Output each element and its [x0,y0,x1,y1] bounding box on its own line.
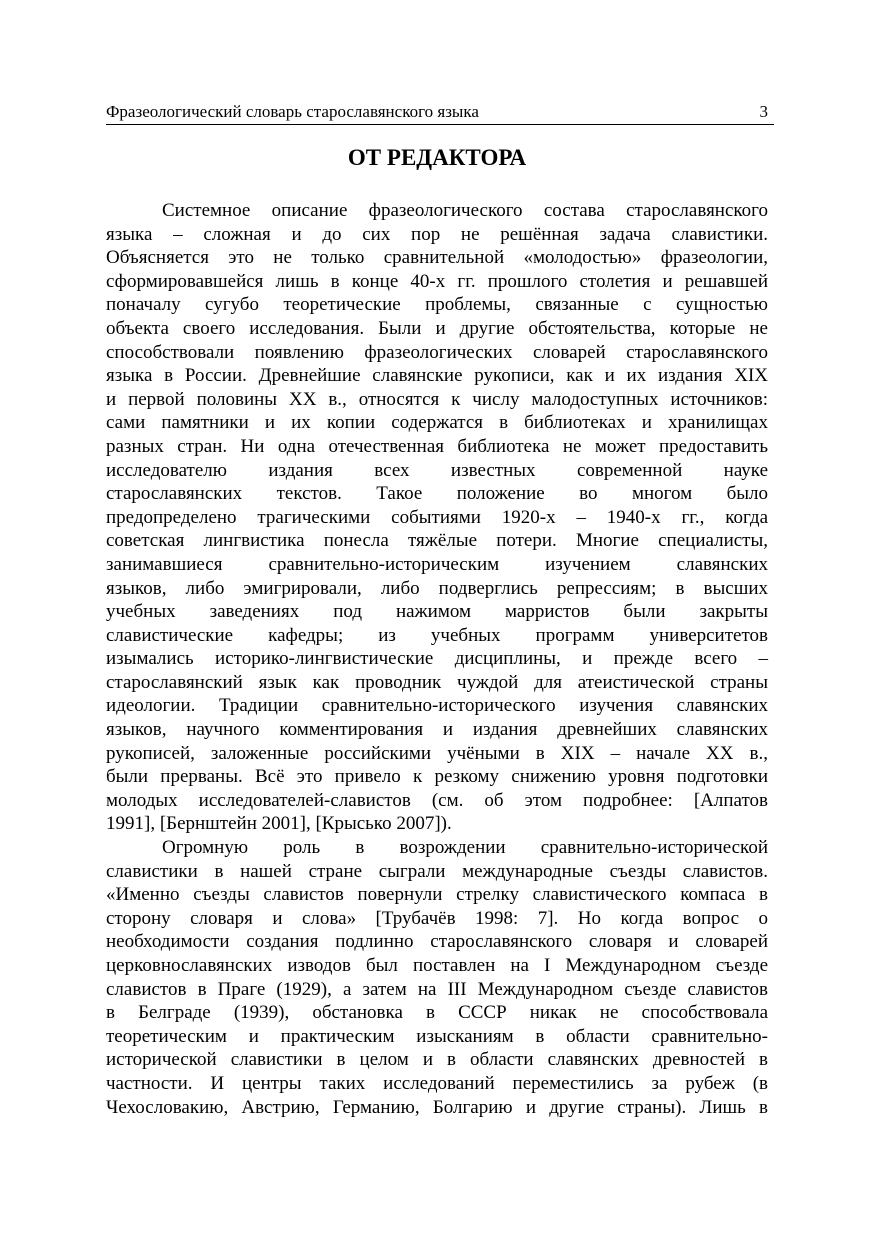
text-line: объекта своего исследования. Были и другие обстоятельства, которые не [106,317,768,339]
text-line: предопределено трагическими событиями 1920-х – 1940-х гг., когда [106,506,768,528]
text-line: рукописей, заложенные российскими учёными в XIX – начале XX в., [106,742,768,764]
text-line: изымались историко-лингвистические дисциплины, и прежде всего – [106,648,768,670]
text-line: учебных заведениях под нажимом марристов были закрыты [106,601,768,623]
text-line: Чехословакию, Австрию, Германию, Болгарию и другие страны). Лишь в [106,1096,768,1118]
text-line: славистов в Праге (1929), а затем на III Международном съезде славистов [106,978,768,1000]
text-line: были прерваны. Всё это привело к резкому снижению уровня подготовки [106,766,768,788]
text-line: Объясняется это не только сравнительной «молодостью» фразеологии, [106,247,768,269]
text-line: советская лингвистика понесла тяжёлые потери. Многие специалисты, [106,530,768,552]
text-line: сами памятники и их копии содержатся в библиотеках и хранилищах [106,412,768,434]
text-line: теоретическим и практическим изысканиям в области сравнительно- [106,1025,768,1047]
text-line: сторону словаря и слова» [Трубачёв 1998: 7]. Но когда вопрос о [106,907,768,929]
running-header [106,102,774,125]
text-line: необходимости создания подлинно старославянского словаря и словарей [106,931,768,953]
text-line: славистические кафедры; из учебных программ университетов [106,624,768,646]
page-number: 3 [759,102,768,121]
text-line: поначалу сугубо теоретические проблемы, связанные с сущностью [106,294,768,316]
text-line: занимавшиеся сравнительно-историческим изучением славянских [106,553,768,575]
text-line: в Белграде (1939), обстановка в СССР никак не способствовала [106,1002,768,1024]
text-line: исторической славистики в целом и в области славянских древностей в [106,1049,768,1071]
text-line: исследователю издания всех известных современной науке [106,459,768,481]
text-line: языка в России. Древнейшие славянские рукописи, как и их издания XIX [106,365,768,387]
text-line: Огромную роль в возрождении сравнительно-исторической [162,837,768,859]
text-line: славистики в нашей стране сыграли международные съезды славистов. [106,860,768,882]
paragraph-2 [106,836,768,1119]
text-line: Системное описание фразеологического состава старославянского [162,200,768,221]
paragraph-1 [106,199,768,836]
text-line: сформировавшейся лишь в конце 40-х гг. прошлого столетия и решавшей [106,270,768,292]
text-line: идеологии. Традиции сравнительно-исторического изучения славянских [106,695,768,717]
chapter-title: ОТ РЕДАКТОРА [347,145,527,170]
text-line: «Именно съезды славистов повернули стрелку славистического компаса в [106,884,768,906]
text-line: частности. И центры таких исследований переместились за рубеж (в [106,1072,768,1094]
text-line: старославянских текстов. Такое положение во многом было [106,483,768,505]
text-line: способствовали появлению фразеологических словарей старославянского [106,341,768,363]
text-line: языков, научного комментирования и издания древнейших славянских [106,719,768,741]
body-text [106,199,768,1119]
text-line: языков, либо эмигрировали, либо подверглись репрессиям; в высших [106,577,768,599]
text-line: церковнославянских изводов был поставлен на I Международном съезде [106,955,768,976]
text-line: старославянский язык как проводник чуждой для атеистической страны [106,671,768,693]
text-line: языка – сложная и до сих пор не решённая задача славистики. [106,223,768,245]
text-line: 1991], [Бернштейн 2001], [Крысько 2007]). [106,813,452,835]
text-line: разных стран. Ни одна отечественная библиотека не может предоставить [106,435,768,457]
book-title: Фразеологический словарь старославянского языка [106,102,479,121]
text-line: и первой половины XX в., относятся к числу малодоступных источников: [106,388,768,410]
text-line: молодых исследователей-славистов (см. об этом подробнее: [Алпатов [106,789,768,811]
